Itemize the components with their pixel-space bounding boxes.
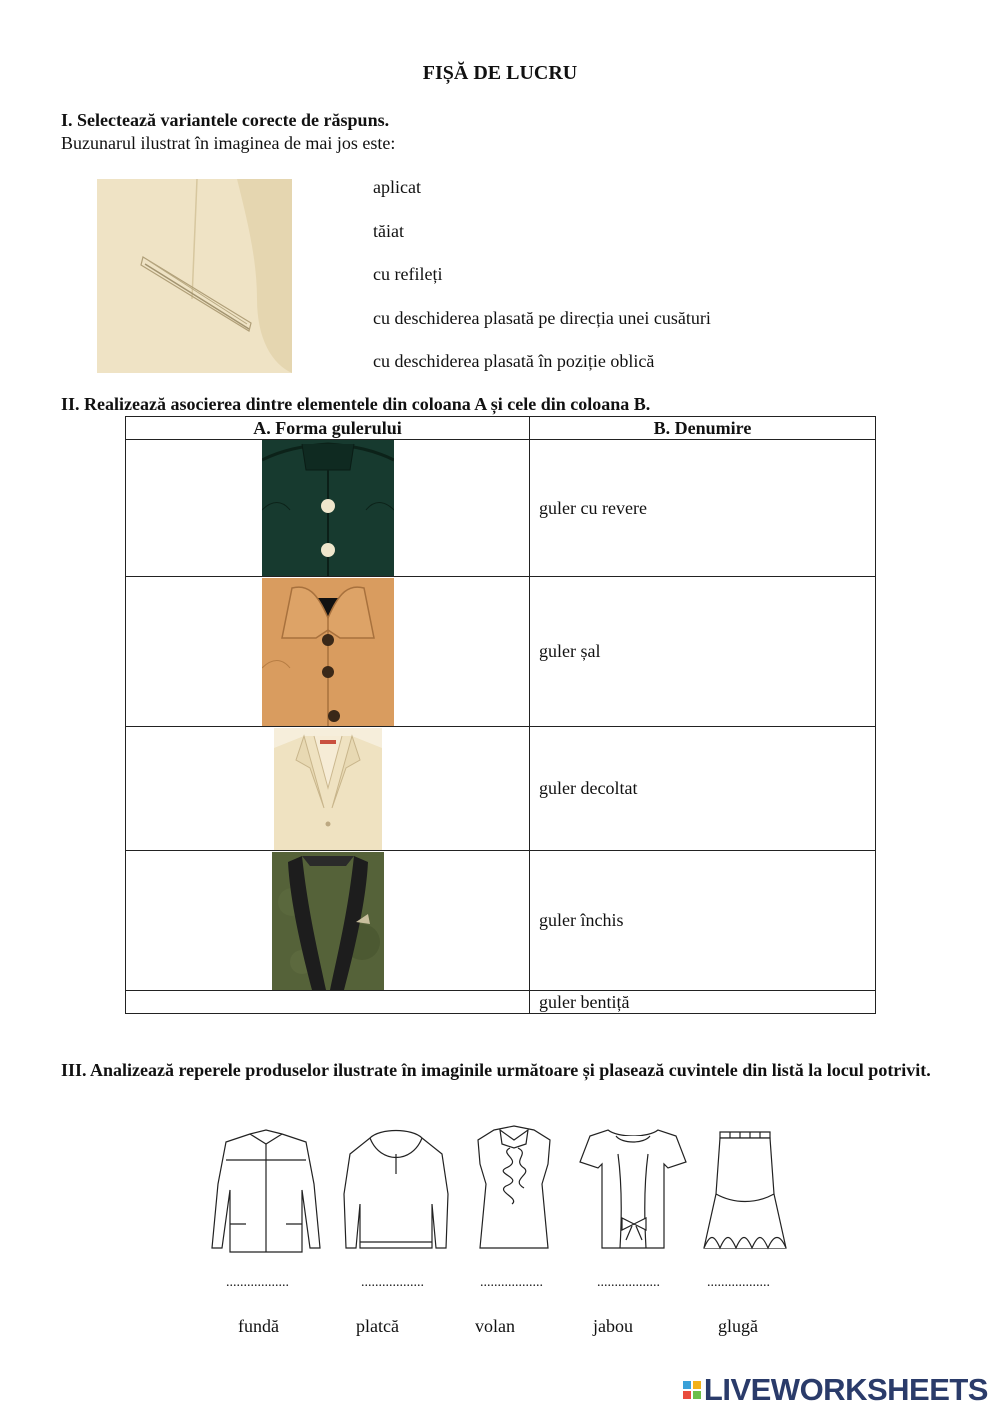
shirt-collar-coat-image bbox=[262, 578, 394, 726]
pocket-image bbox=[97, 179, 292, 373]
word-gluga[interactable]: glugă bbox=[718, 1316, 758, 1336]
option-deschidere-oblica[interactable]: cu deschiderea plasată în poziție oblică bbox=[373, 351, 655, 371]
section-2-heading: II. Realizează asocierea dintre elementele din coloana A și cele din coloana B. bbox=[61, 394, 651, 414]
hoodie-sketch bbox=[340, 1124, 452, 1254]
word-jabou[interactable]: jabou bbox=[593, 1316, 633, 1336]
name-cell-2[interactable]: guler șal bbox=[530, 577, 876, 727]
jabot-blouse-sketch bbox=[472, 1124, 556, 1254]
section-1-heading: I. Selectează variantele corecte de răspuns. bbox=[61, 110, 390, 130]
collar-image-cell-empty[interactable] bbox=[126, 991, 530, 1014]
column-b-header: B. Denumire bbox=[530, 417, 876, 440]
name-cell-5[interactable]: guler bentiță bbox=[530, 991, 876, 1014]
jacket-sketch bbox=[210, 1124, 322, 1254]
logo-text: LIVEWORKSHEETS bbox=[703, 1372, 988, 1407]
collar-image-cell[interactable] bbox=[126, 577, 530, 727]
name-cell-1[interactable]: guler cu revere bbox=[530, 440, 876, 577]
blank-3[interactable]: .................. bbox=[480, 1275, 543, 1290]
option-deschidere-cusatura[interactable]: cu deschiderea plasată pe direcția unei cusături bbox=[373, 308, 711, 328]
closed-collar-coat-image bbox=[262, 440, 394, 576]
shawl-collar-jacket-image bbox=[272, 852, 384, 990]
notched-lapel-jacket-image bbox=[274, 728, 382, 850]
collar-image-cell[interactable] bbox=[126, 727, 530, 851]
ruffle-skirt-sketch bbox=[700, 1124, 790, 1254]
name-cell-4[interactable]: guler închis bbox=[530, 851, 876, 991]
word-volan[interactable]: volan bbox=[475, 1316, 515, 1336]
option-aplicat[interactable]: aplicat bbox=[373, 177, 421, 197]
bow-top-sketch bbox=[578, 1124, 688, 1254]
page-title: FIȘĂ DE LUCRU bbox=[422, 62, 578, 84]
liveworksheets-logo[interactable] bbox=[683, 1372, 988, 1408]
word-platca[interactable]: platcă bbox=[356, 1316, 399, 1336]
section-1-question: Buzunarul ilustrat în imaginea de mai jos este: bbox=[61, 133, 396, 153]
word-funda[interactable]: fundă bbox=[238, 1316, 279, 1336]
section-3-heading: III. Analizează reperele produselor ilustrate în imaginile următoare și plasează cuvintele din listă la locul potrivit. bbox=[61, 1060, 931, 1080]
blank-5[interactable]: .................. bbox=[707, 1275, 770, 1290]
name-cell-3[interactable]: guler decoltat bbox=[530, 727, 876, 851]
logo-badge-icon bbox=[683, 1381, 701, 1399]
association-table bbox=[125, 416, 876, 1014]
blank-4[interactable]: .................. bbox=[597, 1275, 660, 1290]
blank-1[interactable]: .................. bbox=[226, 1275, 289, 1290]
collar-image-cell[interactable] bbox=[126, 851, 530, 991]
option-taiat[interactable]: tăiat bbox=[373, 221, 404, 241]
blank-2[interactable]: .................. bbox=[361, 1275, 424, 1290]
collar-image-cell[interactable] bbox=[126, 440, 530, 577]
column-a-header: A. Forma gulerului bbox=[126, 417, 530, 440]
option-cu-refileti[interactable]: cu refileți bbox=[373, 264, 443, 284]
